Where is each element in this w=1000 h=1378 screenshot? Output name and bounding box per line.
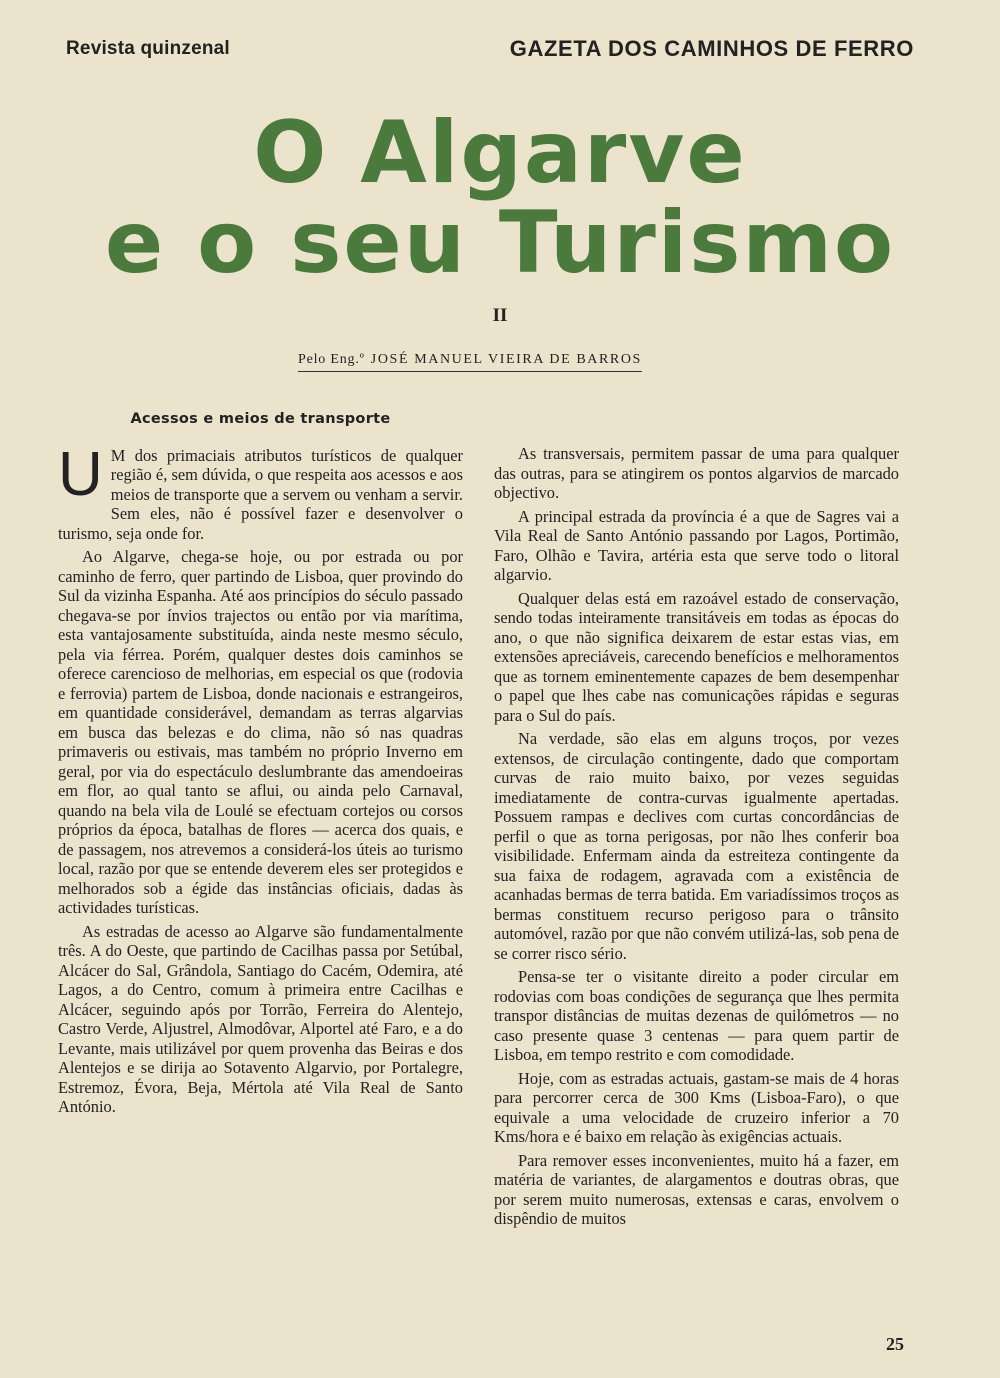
byline	[298, 352, 642, 372]
article-title-line1: O Algarve	[253, 103, 747, 203]
right-column	[494, 444, 899, 1229]
magazine-frequency: Revista quinzenal	[66, 38, 230, 59]
article-part-number: II	[492, 305, 508, 326]
paragraph: Na verdade, são elas em alguns troços, por vezes extensos, de circulação contingente, dado que comportam curvas de raio muito baixo, por vezes seguidas imediatamente de contra-curvas igualmente apertadas. Possuem rampas e declives com curtas concordâncias de perfil o que as torna perigosas, por não lhes conferir boa visibilidade. Enfermam ainda da estreiteza contingente da sua faixa de rodagem, agravada com a existência de acanhadas bermas de terra batida. Em variadíssimos troços as bermas constituem recurso perigoso para o trânsito automóvel, razão por que não convém utilizá-las, sob pena de se correr risco sério.	[494, 729, 899, 963]
paragraph: Hoje, com as estradas actuais, gastam-se mais de 4 horas para percorrer cerca de 300 Kms (Lisboa-Faro), o que equivale a uma velocidade de cruzeiro inferior a 70 Kms/hora e é baixo em relação às exigências actuais.	[494, 1068, 899, 1146]
paragraph: A principal estrada da província é a que de Sagres vai a Vila Real de Santo António passando por Lagos, Portimão, Faro, Olhão e Tavira, artéria esta que serve todo o litoral algarvio.	[494, 506, 899, 584]
author-name: JOSÉ MANUEL VIEIRA DE BARROS	[370, 352, 642, 367]
paragraph: Pensa-se ter o visitante direito a poder circular em rodovias com boas condições de segurança que lhes permita transpor distâncias de muitas dezenas de quilómetros — no caso presente quase 3 centenas — para quem partir de Lisboa, em tempo restrito e com comodidade.	[494, 967, 899, 1064]
left-column	[58, 410, 463, 1117]
article-title-line2: e o seu Turismo	[104, 193, 896, 293]
magazine-name: GAZETA DOS CAMINHOS DE FERRO	[509, 36, 914, 61]
section-heading: Acessos e meios de transporte	[130, 411, 391, 427]
paragraph: Para remover esses inconvenientes, muito há a fazer, em matéria de variantes, de alargamentos e doutras obras, que por serem muito numerosas, extensas e caras, envolvem o dispêndio de muitos	[494, 1150, 899, 1228]
paragraph: U M dos primaciais atributos turísticos de qualquer região é, sem dúvida, o que respeita aos acessos e aos meios de transporte que a servem ou venham a servir. Sem eles, não é possível fazer e desenvolver o turismo, seja onde for.	[58, 439, 463, 543]
byline-prefix: Pelo Eng.º	[298, 352, 365, 367]
drop-cap: U	[58, 439, 103, 509]
paragraph: As estradas de acesso ao Algarve são fundamentalmente três. A do Oeste, que partindo de Cacilhas passa por Setúbal, Alcácer do Sal, Grândola, Santiago do Cacém, Odemira, até Lagos, a do Centro, comum à primeira entre Cacilhas e Alcácer, seguindo após por Torrão, Ferreira do Alentejo, Castro Verde, Aljustrel, Almodôvar, Alportel até Faro, e a do Levante, mais utilizável por quem provenha das Beiras e dos Alentejos e se dirija ao Sotavento Algarvio, por Portalegre, Estremoz, Évora, Beja, Mértola até Vila Real de Santo António.	[58, 921, 463, 1116]
page-number: 25	[886, 1334, 904, 1354]
paragraph: As transversais, permitem passar de uma para qualquer das outras, para se atingirem os pontos algarvios de marcado objectivo.	[494, 444, 899, 502]
paragraph: Ao Algarve, chega-se hoje, ou por estrada ou por caminho de ferro, quer partindo de Lisboa, quer provindo do Sul da vizinha Espanha. Até aos princípios do século passado chegava-se por ínvios trajectos ou então por via marítima, esta vantajosamente substituída, ainda neste mesmo século, pela via férrea. Porém, qualquer destes dois caminhos se oferece carencioso de melhorias, em especial os que (rodovia e ferrovia) partem de Lisboa, donde nacionais e estrangeiros, em quantidade considerável, demandam as terras algarvias em busca das belezas e do clima, não só nas quadras primaveris ou estivais, mas também no próprio Inverno em geral, por via do espectáculo deslumbrante das amendoeiras em flor, ao qual tanto se aflui, ou ainda pelo Carnaval, quando na bela vila de Loulé se efectuam cortejos ou corsos próprios da época, batalhas de flores — acerca dos quais, e de passagem, nos atrevemos a considerá-los úteis ao turismo local, razão por que se entende deverem eles ser protegidos e melhorados sob a égide das instâncias oficiais, dadas às actividades turísticas.	[58, 547, 463, 917]
paragraph: Qualquer delas está em razoável estado de conservação, sendo todas inteiramente transitáveis em todas as épocas do ano, o que não significa deixarem de estar estas vias, em extensões apreciáveis, carecendo benefícios e melhoramentos que as tornem eminentemente capazes de bem desempenhar o papel que lhes cabe nas comunicações rápidas e seguras para o Sul do país.	[494, 588, 899, 725]
